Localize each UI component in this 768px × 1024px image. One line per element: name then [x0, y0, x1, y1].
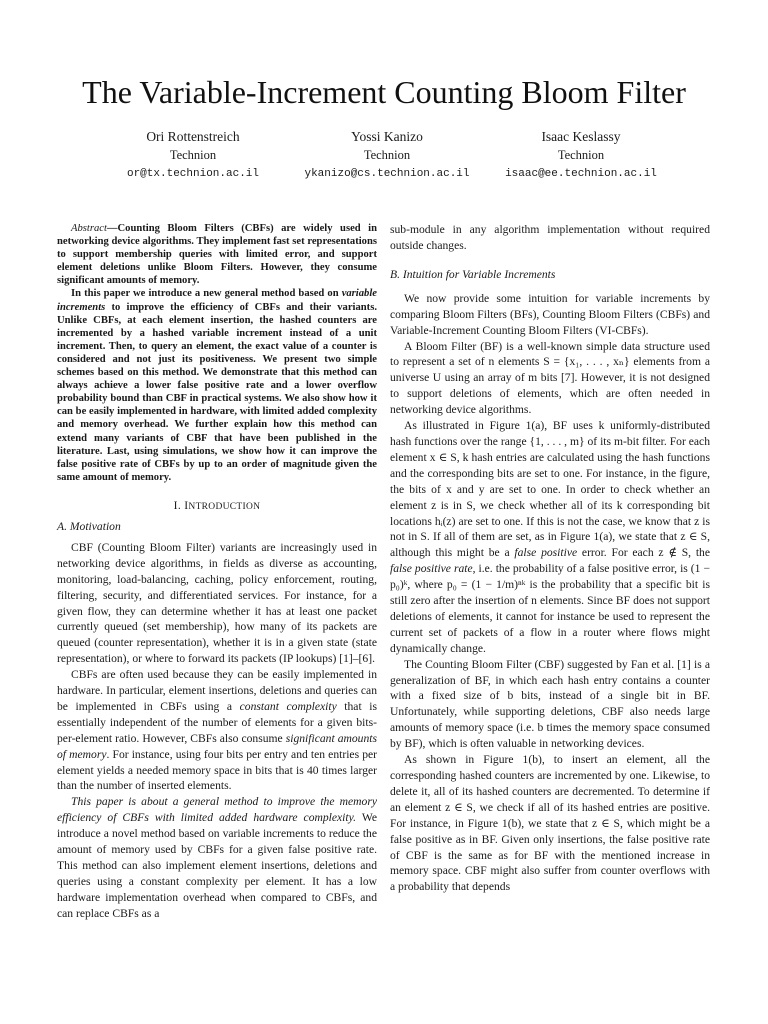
body-paragraph-continued: sub-module in any algorithm implementation without required outside changes. [390, 223, 710, 252]
body-paragraph: CBFs are often used because they can be easily implemented in hardware. In particular, element insertions, deletions and queries can be implemented in CBFs using a constant complexity that is essentially independent of the number of elements for a given bits-per-element ratio. However, CBFs also consume significant amounts of memory. For instance, using four bits per entry and ten entries per element yields a needed memory space in bits that is 40 times larger than the number of inserted elements. [57, 668, 378, 793]
author-block-3 [461, 128, 701, 182]
abstract-paragraph-2: In this paper we introduce a new general method based on variable increments to improve the efficiency of CBFs and their variants. Unlike CBFs, at each element insertion, the hashed counters are incremented by a hashed variable increment instead of a unit increment. Then, to query an element, the exact value of a counter is considered and not just its positiveness. We present two simple schemes based on this method. We demonstrate that this method can always achieve a lower false positive rate and a lower overflow probability bound than CBF in practical systems. We also show how it can be easily implemented in hardware, with limited added complexity and memory overhead. We further explain how this method can extend many variants of CBF that have been published in the literature. Last, using simulations, we show how it can improve the false positive rate of CBFs by up to an order of magnitude given the same amount of memory. [57, 288, 377, 483]
body-paragraph: As shown in Figure 1(b), to insert an element, all the corresponding hashed counters are incremented by one. Likewise, to delete it, all of its hashed counters are decremented. To determine if an element z ∈ S, we check if all of its hashed entries are positive. For instance, in Figure 1(b), we state that z ∈ S, which might be a false positive as in BF. Given only insertions, the false positive rate of CBF is the same as for BF with the mentioned increase in memory space. CBF might also suffer from counter overflows with a probability that depends [390, 753, 710, 894]
body-paragraph: This paper is about a general method to improve the memory efficiency of CBFs with limited added hardware complexity. We introduce a novel method based on variable increments to reduce the amount of memory used by CBFs for a given false positive rate. This method can also implement element insertions, deletions and queries using a constant complexity per element. It has a low hardware implementation overhead when compared to CBFs, and can replace CBFs as a [57, 795, 377, 920]
author-name: Yossi Kanizo [351, 129, 423, 144]
author-name: Ori Rottenstreich [146, 129, 240, 144]
author-email: ykanizo@cs.technion.ac.il [304, 168, 470, 180]
author-affiliation: Technion [169, 148, 217, 162]
author-email: isaac@ee.technion.ac.il [505, 168, 657, 180]
abstract-paragraph-1: Abstract—Counting Bloom Filters (CBFs) are widely used in networking device algorithms. They implement fast set representations to support membership queries with limited error, and support element deletions unlike Bloom Filters. However, they consume significant amounts of memory. [57, 223, 377, 287]
section-heading-introduction: I. INTRODUCTION [173, 498, 261, 512]
subsection-heading-motivation: A. Motivation [57, 519, 121, 533]
abstract [57, 222, 377, 484]
body-paragraph: A Bloom Filter (BF) is a well-known simple data structure used to represent a set of n elements S = {x₁, . . . , xₙ} elements from a universe U using an array of m bits [7]. However, it is not designed to support deletions of elements, which are often needed in networking device algorithms. [390, 339, 710, 417]
left-column [57, 222, 377, 922]
author-affiliation: Technion [363, 148, 411, 162]
subsection-heading-intuition: B. Intuition for Variable Increments [390, 267, 556, 281]
abstract-label: Abstract [71, 223, 107, 234]
body-paragraph: The Counting Bloom Filter (CBF) suggested by Fan et al. [1] is a generalization of BF, in which each hash entry contains a counter with a fixed size of b bits, instead of a single bit in BF. Unfortunately, while supporting deletions, CBF also needs large amounts of memory space (i.e. b times the memory space consumed by BF), which is often valuable in networking devices. [390, 657, 710, 751]
author-email: or@tx.technion.ac.il [126, 168, 260, 180]
author-name: Isaac Keslassy [541, 129, 621, 144]
paper-title: The Variable-Increment Counting Bloom Filter [82, 74, 686, 110]
author-affiliation: Technion [557, 148, 605, 162]
right-column [390, 222, 710, 895]
body-paragraph: We now provide some intuition for variable increments by comparing Bloom Filters (BFs), Counting Bloom Filters (CBFs) and Variable-Increment Counting Bloom Filters (VI-CBFs). [390, 291, 710, 337]
body-paragraph: CBF (Counting Bloom Filter) variants are increasingly used in networking device algorithms, in fields as diverse as accounting, monitoring, load-balancing, caching, policy enforcement, routing, filtering, security, and differentiated services. For instance, for a given flow, they can determine whether it has at least one packet currently queued (set membership), how many of its packets are queued (counter representation), whether it is in a given state (state representation), or where to forward its packets (IP lookups) [1]–[6]. [57, 540, 377, 666]
body-paragraph: As illustrated in Figure 1(a), BF uses k uniformly-distributed hash functions over the range {1, . . . , m} of its m-bit filter. For each element x ∈ S, k hash entries are calculated using the hash functions and the corresponding bits are set to one. For instance, in the figure, the bits of x and y are set to one. In order to check whether an element z is in S, we check whether all of its k corresponding bit locations hᵢ(z) are set to one. If this is not the case, we know that z is not in S. If all of them are set, as in Figure 1(a), we state that z ∈ S, although this might be a false positive error. For each z ∉ S, the false positive rate, i.e. the probability of a false positive error, is (1 − p₀)ᵏ, where p₀ = (1 − 1/m)ⁿᵏ is the probability that a specific bit is still zero after the insertion of n elements. Since BF does not support deletions of elements, it cannot for instance be used to represent the current set of packets of a flow in a router where flows might dynamically change. [390, 419, 710, 655]
